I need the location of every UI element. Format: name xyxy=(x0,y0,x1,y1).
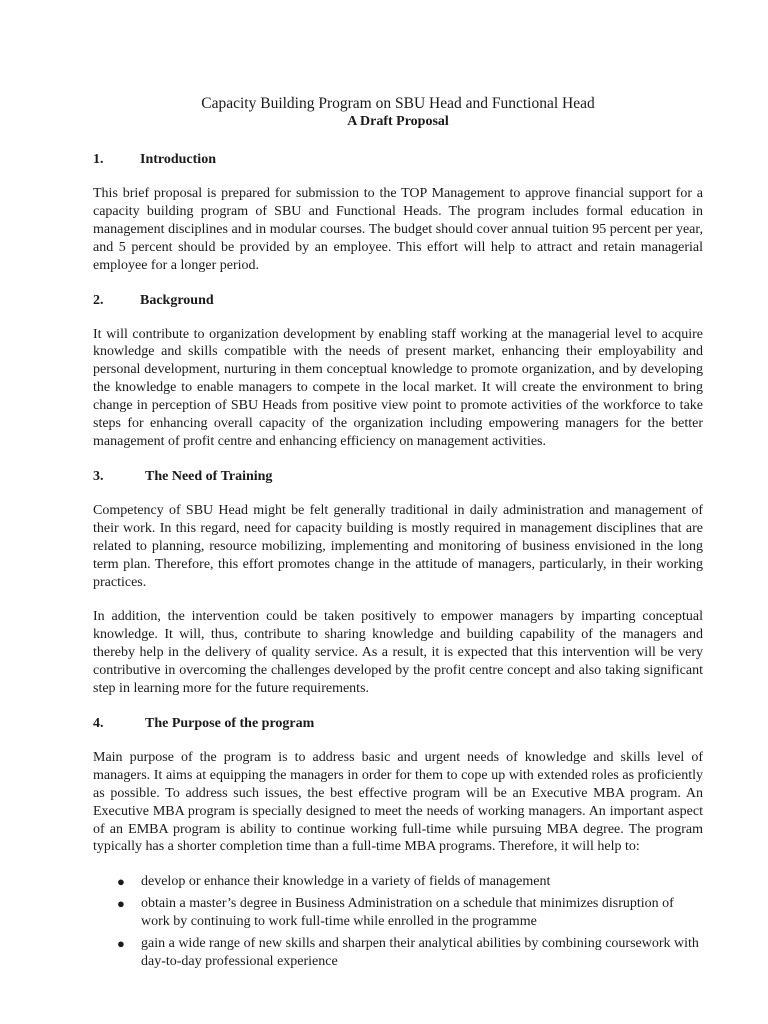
document-subtitle: A Draft Proposal xyxy=(347,114,449,129)
section-title: Background xyxy=(140,292,214,308)
section-title: The Need of Training xyxy=(145,468,273,484)
section-number: 3. xyxy=(93,468,104,484)
document-page xyxy=(93,94,703,975)
purpose-bullet-list xyxy=(93,873,703,971)
need-of-training-paragraph-1: Competency of SBU Head might be felt generally traditional in daily administration and management of their work. In this regard, need for capacity building is mostly required in management disciplines that are related to planning, resource mobilizing, implementing and monitoring of business envisioned in the long term plan. Therefore, this effort promotes change in the attitude of managers, particularly, in their working practices. xyxy=(93,502,703,590)
background-paragraph: It will contribute to organization development by enabling staff working at the managerial level to acquire knowledge and skills compatible with the needs of present market, enhancing their employability and personal development, nurturing in them conceptual knowledge to promote organization, and by developing the knowledge to enable managers to compete in the local market. It will create the environment to bring change in perception of SBU Heads from positive view point to promote activities of the workforce to take steps for enhancing overall capacity of the organization including empowering managers for the better management of profit centre and enhancing efficiency on management activities. xyxy=(93,326,703,449)
bullet-icon: ● xyxy=(117,874,125,890)
document-title: Capacity Building Program on SBU Head and Functional Head xyxy=(201,95,595,112)
bullet-icon: ● xyxy=(117,896,125,912)
section-number: 4. xyxy=(93,715,104,731)
section-heading-purpose xyxy=(93,715,703,733)
section-heading-background xyxy=(93,292,703,310)
introduction-paragraph: This brief proposal is prepared for submission to the TOP Management to approve financial support for a capacity building program of SBU and Functional Heads. The program includes formal education in management disciplines and in modular courses. The budget should cover annual tuition 95 percent per year, and 5 percent should be provided by an employee. This effort will help to attract and retain managerial employee for a longer period. xyxy=(93,186,703,273)
list-item xyxy=(117,873,703,891)
section-number: 1. xyxy=(93,152,104,167)
section-heading-need-of-training xyxy=(93,468,703,486)
section-title: Introduction xyxy=(140,152,216,167)
list-item xyxy=(117,895,703,931)
section-title: The Purpose of the program xyxy=(145,715,315,731)
list-item xyxy=(117,935,703,971)
bullet-icon: ● xyxy=(117,936,125,952)
purpose-paragraph: Main purpose of the program is to address basic and urgent needs of knowledge and skills level of managers. It aims at equipping the managers in order for them to cope up with extended roles as proficiently as possible. To address such issues, the best effective program will be an Executive MBA program. An Executive MBA program is specially designed to meet the needs of working managers. An important aspect of an EMBA program is ability to continue working full-time while pursuing MBA degree. The program typically has a shorter completion time than a full-time MBA programs. Therefore, it will help to: xyxy=(93,749,703,855)
list-item-text: obtain a master’s degree in Business Administration on a schedule that minimizes disruption of work by continuing to work full-time while enrolled in the programme xyxy=(141,896,674,930)
list-item-text: gain a wide range of new skills and sharpen their analytical abilities by combining coursework with day-to-day professional experience xyxy=(141,936,699,969)
section-heading-introduction xyxy=(93,151,703,169)
need-of-training-paragraph-2: In addition, the intervention could be taken positively to empower managers by imparting conceptual knowledge. It will, thus, contribute to sharing knowledge and building capability of the managers and thereby help in the delivery of quality service. As a result, it is expected that this intervention will be very contributive in overcoming the challenges developed by the profit centre concept and also taking significant step in learning more for the future requirements. xyxy=(93,609,703,697)
list-item-text: develop or enhance their knowledge in a variety of fields of management xyxy=(141,874,551,890)
section-number: 2. xyxy=(93,292,104,308)
